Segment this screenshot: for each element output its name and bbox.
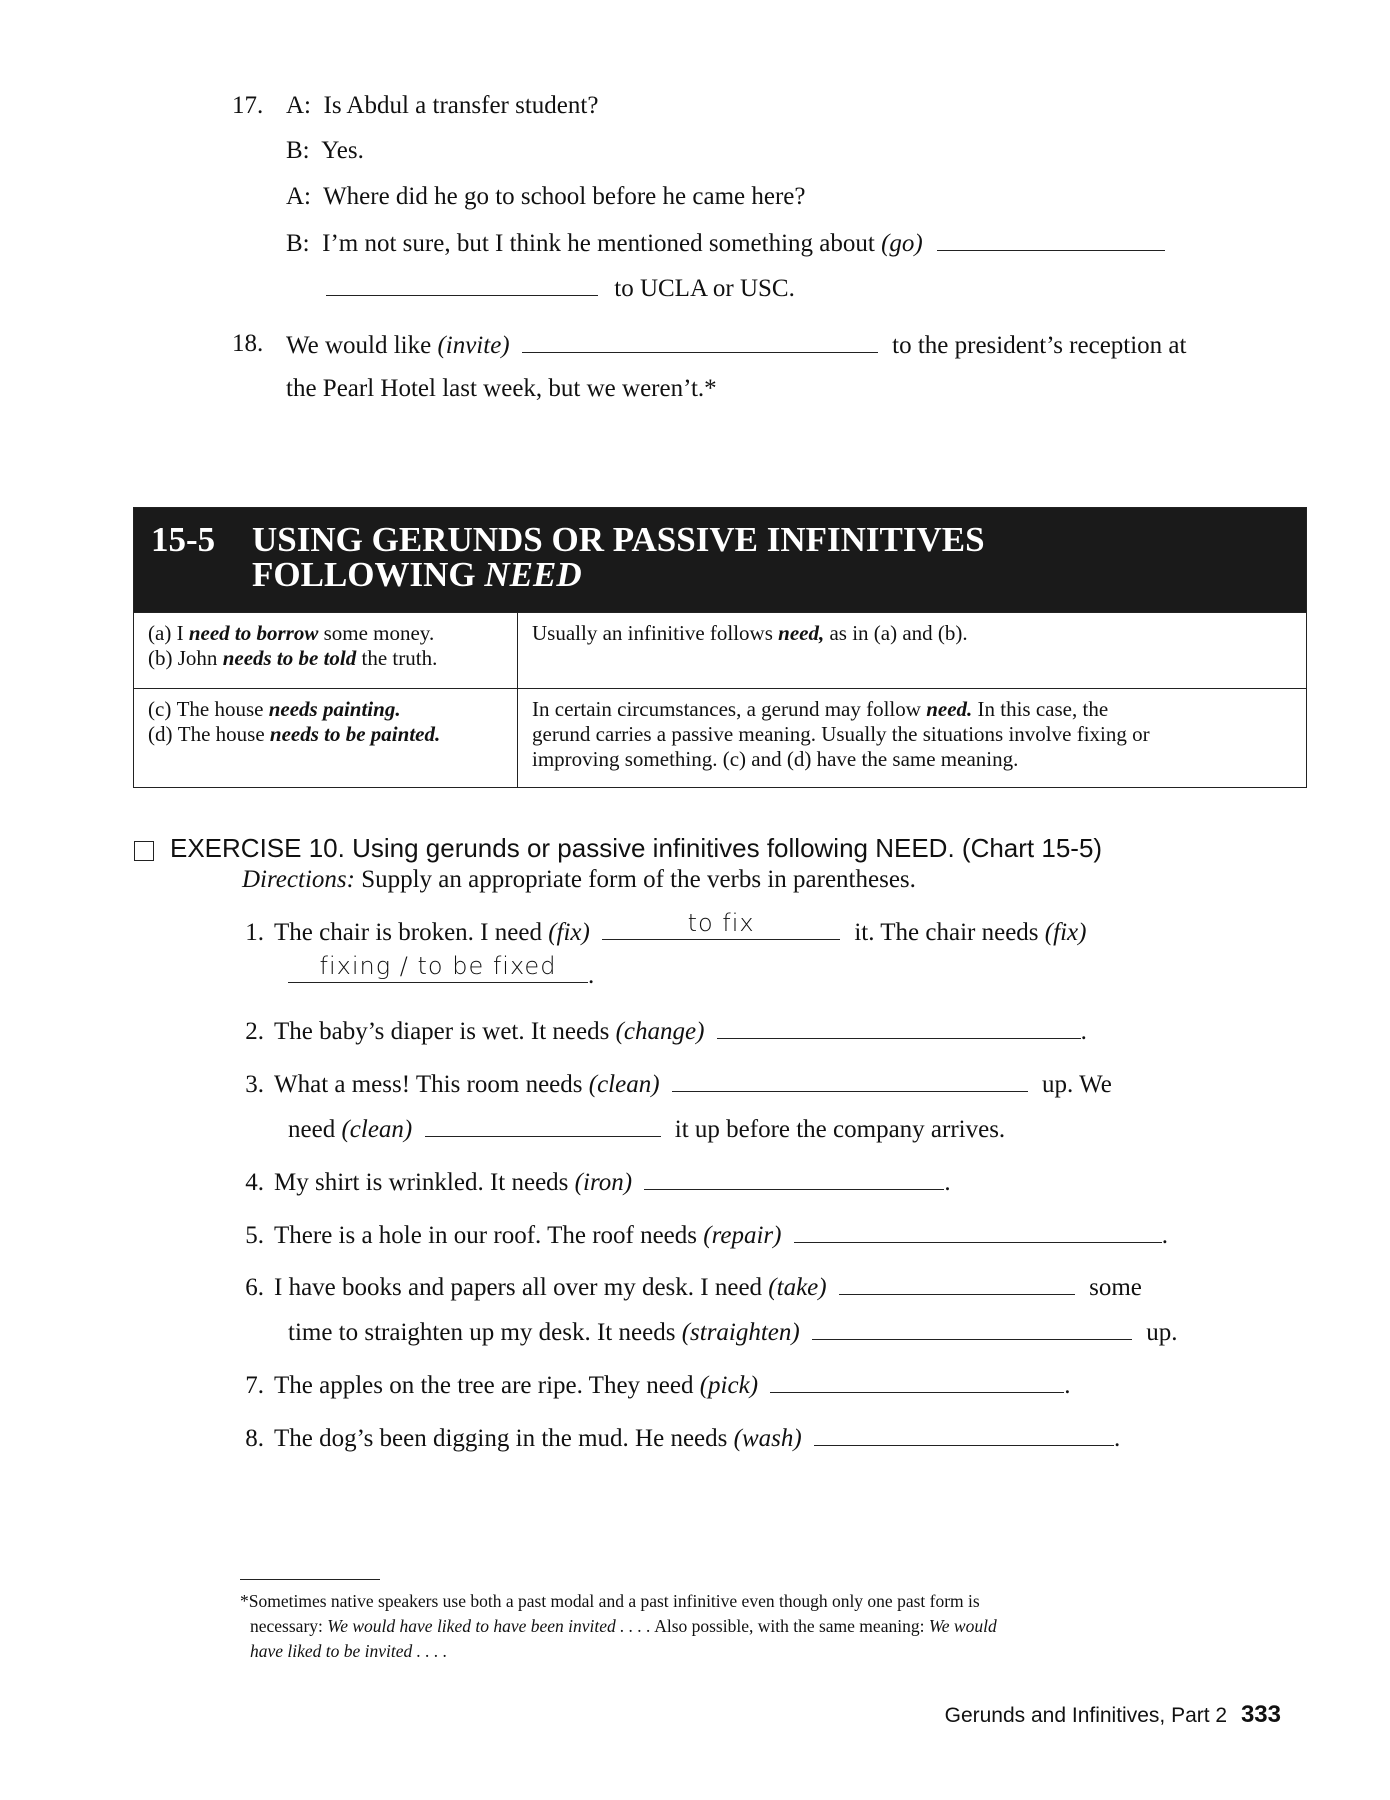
dialogue-text: I’m not sure, but I think he mentioned something about [322,230,875,257]
chart-row-1 [134,612,1306,688]
q17-b2-cont [326,273,795,303]
footnote-line-2: necessary: We would have liked to have been invited . . . . Also possible, with the same meaning: We would [250,1616,997,1636]
q17-a2 [286,183,805,211]
exercise-item-4: 4. My shirt is wrinkled. It needs (iron) . [245,1169,951,1196]
exercise-item-3: 3. What a mess! This room needs (clean) up. We [245,1071,1112,1098]
exercise-title: EXERCISE 10. Using gerunds or passive infinitives following NEED. (Chart 15-5) [170,833,1103,863]
speaker: B: [286,230,310,257]
footnote [240,1589,997,1664]
directions-text: Supply an appropriate form of the verbs in parentheses. [361,866,916,893]
directions-label: Directions: [242,866,355,893]
exercise-item-1: 1. The chair is broken. I need (fix) to fix it. The chair needs (fix) [245,909,1087,946]
exercise-item-8: 8. The dog’s been digging in the mud. He needs (wash) . [245,1425,1121,1452]
chart-title-line1: USING GERUNDS OR PASSIVE INFINITIVES [252,520,985,559]
exercise-item-7: 7. The apples on the tree are ripe. They need (pick) . [245,1372,1071,1399]
question-text: to the president’s reception at [892,332,1187,359]
answer-blank[interactable] [602,909,840,940]
dialogue-text: Yes. [321,137,364,164]
exercise-checkbox[interactable] [134,841,154,861]
answer-blank[interactable] [425,1114,661,1137]
example-d: (d) The house needs to be painted. [148,722,441,746]
q18-line1 [286,330,1186,360]
dialogue-text: Is Abdul a transfer student? [323,92,599,119]
q17-b2 [286,228,1165,258]
chart-explanation: Usually an infinitive follows need, as in (a) and (b). [532,621,968,645]
answer-blank[interactable] [672,1069,1028,1092]
q17-b1 [286,137,364,165]
chart-header [134,508,1306,612]
answer-blank[interactable] [814,1423,1114,1446]
chart-explanation: In certain circumstances, a gerund may follow need. In this case, the gerund carries a passive meaning. Usually the situations involve fixing or improving something. (c) and (d) have the same meaning. [532,697,1150,771]
question-text: We would like [286,332,432,359]
answer-blank[interactable] [770,1370,1064,1393]
answer-blank[interactable] [794,1220,1162,1243]
handwritten-answer: fixing / to be fixed [319,952,557,980]
example-a: (a) I need to borrow some money. [148,621,435,645]
exercise-item-2: 2. The baby’s diaper is wet. It needs (change) . [245,1018,1087,1045]
footnote-line-3: have liked to be invited . . . . [250,1641,448,1661]
answer-blank[interactable] [288,952,588,983]
answer-blank[interactable] [644,1167,944,1190]
exercise-item-6: 6. I have books and papers all over my desk. I need (take) some [245,1274,1142,1301]
footnote-line-1: *Sometimes native speakers use both a past modal and a past infinitive even though only one past form is [240,1591,980,1611]
answer-blank[interactable] [937,228,1165,251]
speaker: A: [286,183,311,210]
verb-hint: (go) [881,230,923,257]
answer-blank[interactable] [717,1016,1081,1039]
exercise-item-5: 5. There is a hole in our roof. The roof needs (repair) . [245,1222,1168,1249]
answer-blank[interactable] [812,1317,1132,1340]
answer-blank[interactable] [839,1272,1075,1295]
dialogue-text: Where did he go to school before he came here? [323,183,806,210]
chart-title-need: NEED [484,555,582,594]
chart-row-2 [134,688,1306,787]
q18-line2: the Pearl Hotel last week, but we weren’t.* [286,375,717,402]
answer-blank[interactable] [326,273,598,296]
chart-examples [134,689,518,787]
page-footer [945,1701,1281,1729]
page-number: 333 [1240,1701,1281,1728]
verb-hint: (invite) [437,332,510,359]
footer-section: Gerunds and Infinitives, Part 2 [944,1704,1228,1727]
chart-title-text: FOLLOWING [252,555,476,594]
example-b: (b) John needs to be told the truth. [148,646,438,670]
answer-blank[interactable] [522,330,878,353]
exercise-directions [242,866,916,894]
exercise-item-1-cont: fixing / to be fixed . [288,960,594,990]
speaker: B: [286,137,310,164]
q17-a1 [286,92,598,120]
handwritten-answer: to fix [687,909,755,937]
footnote-divider [240,1579,380,1580]
exercise-item-3-cont: need (clean) it up before the company arrives. [288,1116,1006,1143]
exercise-item-6-cont: time to straighten up my desk. It needs (straighten) up. [288,1319,1178,1346]
q18-number: 18. [232,330,264,357]
grammar-chart [133,507,1307,788]
dialogue-text: to UCLA or USC. [614,275,795,302]
chart-examples [134,613,518,688]
example-c: (c) The house needs painting. [148,697,401,721]
chart-number: 15-5 [151,520,216,559]
chart-title-line2 [252,555,582,595]
q17-number: 17. [232,92,264,119]
speaker: A: [286,92,311,119]
